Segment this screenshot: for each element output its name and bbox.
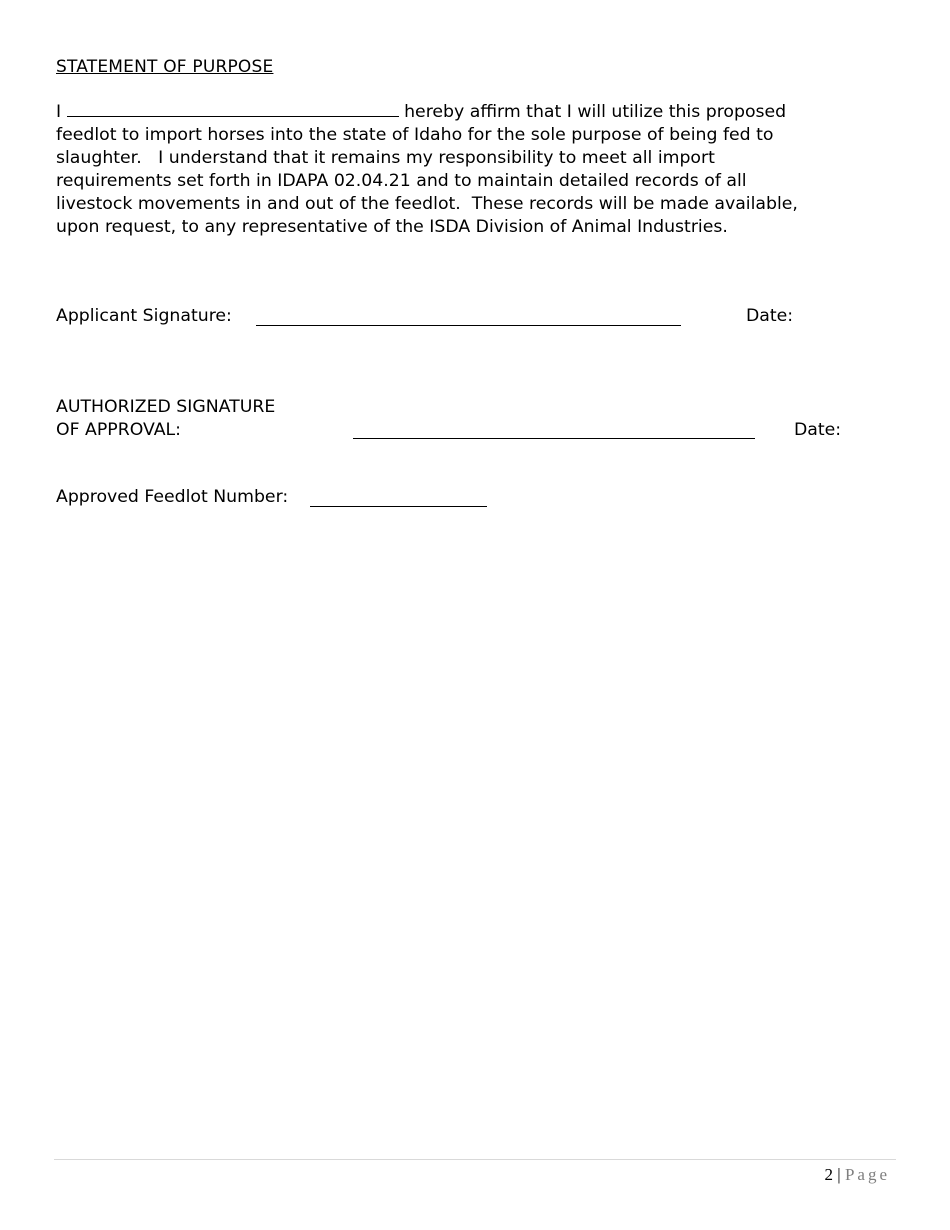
- authorized-signature-line[interactable]: [353, 438, 755, 439]
- applicant-signature-line[interactable]: [256, 325, 681, 326]
- statement-paragraph: [56, 101, 876, 239]
- applicant-signature-label: Applicant Signature:: [56, 306, 232, 326]
- paragraph-line-1-text: hereby affirm that I will utilize this proposed: [404, 102, 787, 122]
- applicant-date-label: Date:: [746, 306, 794, 326]
- statement-heading: STATEMENT OF PURPOSE: [56, 57, 274, 77]
- authorized-date-label: Date:: [794, 420, 842, 440]
- feedlot-number-label: Approved Feedlot Number:: [56, 487, 289, 507]
- page-word: Page: [844, 1165, 890, 1184]
- page-number: 2: [824, 1165, 834, 1184]
- name-blank-line[interactable]: [67, 115, 399, 117]
- feedlot-number-line[interactable]: [310, 506, 487, 507]
- footer-divider: [54, 1159, 896, 1160]
- paragraph-line-1: [56, 101, 876, 124]
- paragraph-line-4: requirements set forth in IDAPA 02.04.21 and to maintain detailed records of all: [56, 171, 747, 191]
- page-separator: |: [837, 1165, 841, 1184]
- authorized-signature-label-line-1: AUTHORIZED SIGNATURE: [56, 397, 276, 417]
- paragraph-line-5: livestock movements in and out of the feedlot. These records will be made available,: [56, 194, 798, 214]
- paragraph-line-2: feedlot to import horses into the state of Idaho for the sole purpose of being fed to: [56, 125, 774, 145]
- paragraph-line-3: slaughter. I understand that it remains my responsibility to meet all import: [56, 148, 715, 168]
- paragraph-line-6: upon request, to any representative of the ISDA Division of Animal Industries.: [56, 217, 728, 237]
- authorized-signature-label-line-2: OF APPROVAL:: [56, 420, 181, 440]
- paragraph-prefix: I: [56, 102, 62, 122]
- page-footer: [825, 1165, 890, 1185]
